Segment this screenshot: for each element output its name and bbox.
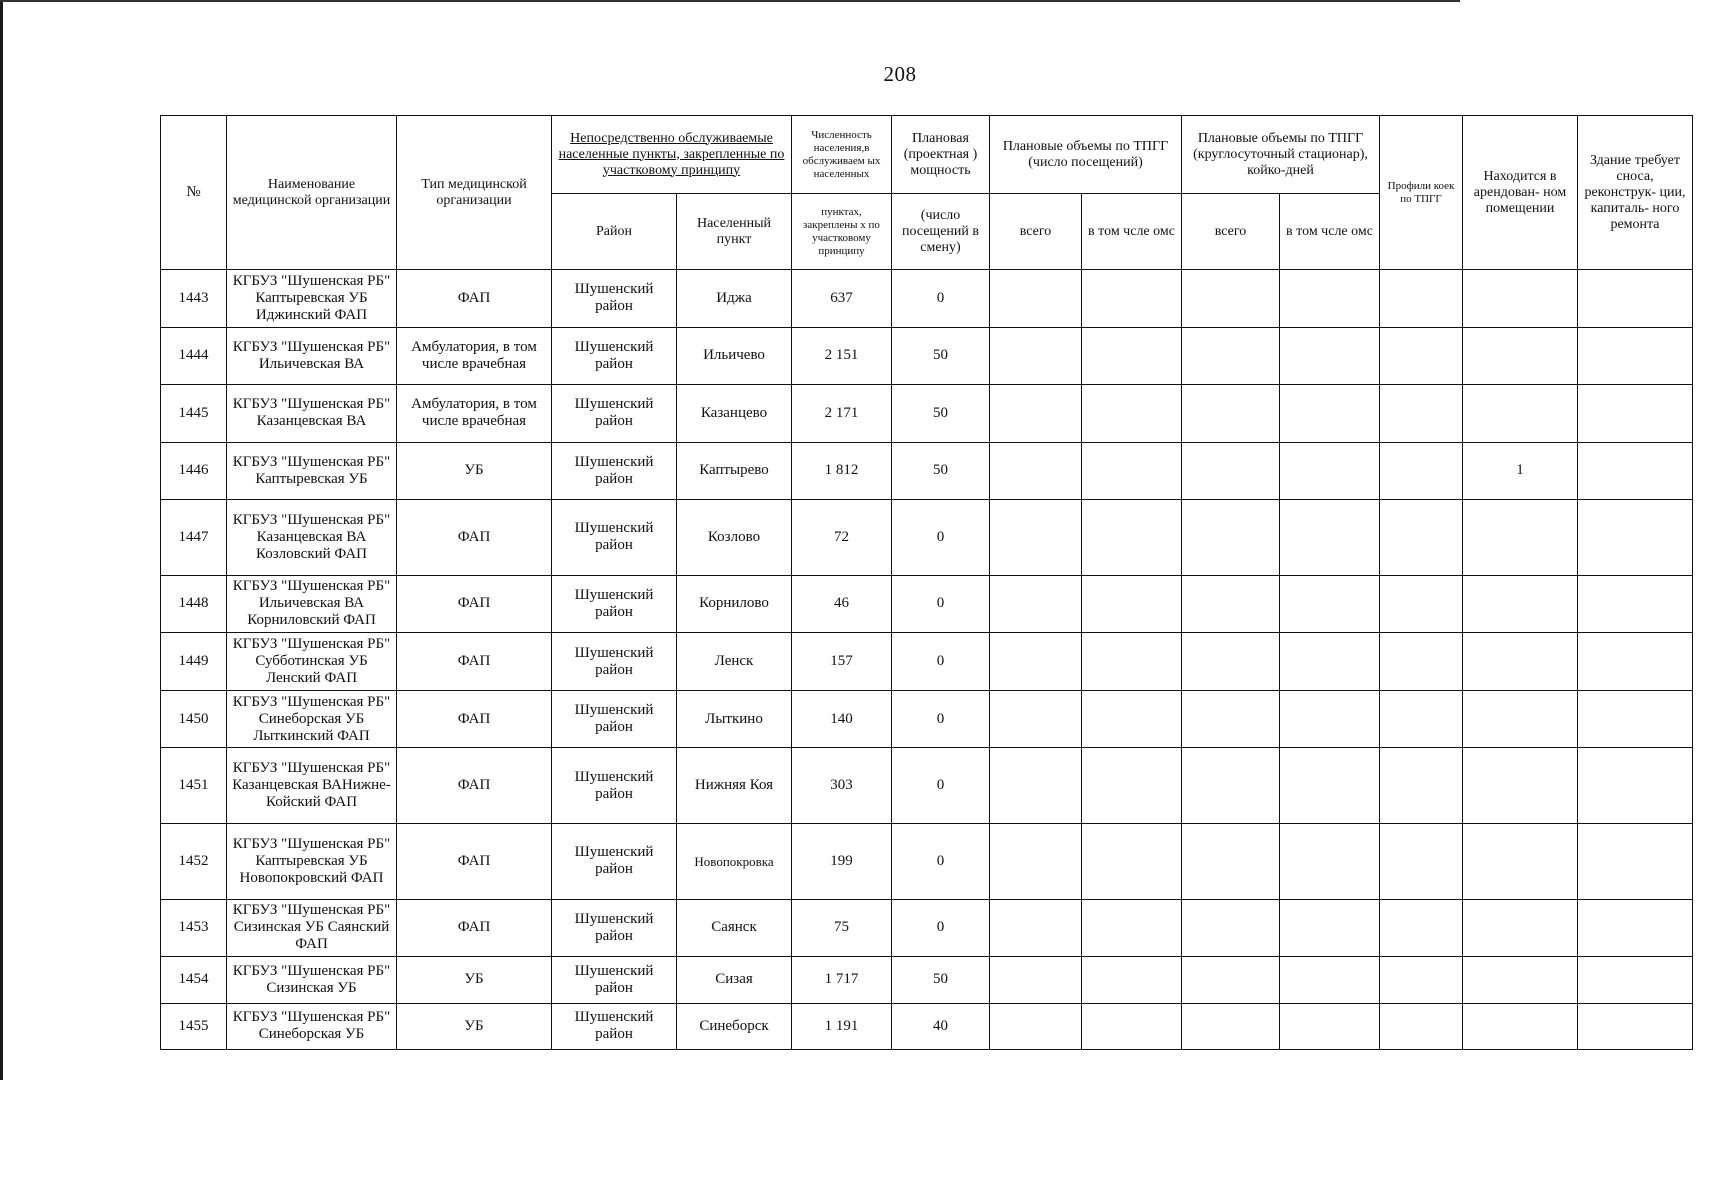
- cell-rented: [1463, 500, 1578, 576]
- cell-visits-oms: [1082, 633, 1182, 691]
- cell-visits-total: [990, 899, 1082, 957]
- cell-district: Шушенский район: [552, 633, 677, 691]
- cell-population: 1 191: [792, 1003, 892, 1049]
- cell-org-type: УБ: [397, 442, 552, 500]
- table-row: [161, 748, 1693, 824]
- cell-visits-total: [990, 748, 1082, 824]
- cell-visits-oms: [1082, 270, 1182, 328]
- cell-capacity: 0: [892, 633, 990, 691]
- cell-org-name: КГБУЗ "Шушенская РБ" Казанцевская ВА Козловский ФАП: [227, 500, 397, 576]
- cell-capacity: 50: [892, 442, 990, 500]
- cell-demolition: [1578, 500, 1693, 576]
- cell-district: Шушенский район: [552, 575, 677, 633]
- cell-capacity: 0: [892, 690, 990, 748]
- cell-rented: [1463, 823, 1578, 899]
- cell-visits-total: [990, 327, 1082, 385]
- cell-rented: [1463, 748, 1578, 824]
- cell-settlement: Казанцево: [677, 385, 792, 443]
- cell-inpatient-oms: [1280, 1003, 1380, 1049]
- cell-org-name: КГБУЗ "Шушенская РБ" Субботинская УБ Ленский ФАП: [227, 633, 397, 691]
- table-row: [161, 270, 1693, 328]
- cell-org-type: ФАП: [397, 270, 552, 328]
- cell-capacity: 50: [892, 957, 990, 1003]
- header-district: Район: [552, 194, 677, 270]
- header-population-b: пунктах, закреплены х по участковому принципу: [792, 194, 892, 270]
- cell-bed-profiles: [1380, 385, 1463, 443]
- cell-district: Шушенский район: [552, 690, 677, 748]
- cell-inpatient-oms: [1280, 957, 1380, 1003]
- header-settlement: Населенный пункт: [677, 194, 792, 270]
- cell-population: 1 717: [792, 957, 892, 1003]
- cell-org-name: КГБУЗ "Шушенская РБ" Каптыревская УБ Иджинский ФАП: [227, 270, 397, 328]
- cell-population: 72: [792, 500, 892, 576]
- cell-settlement: Иджа: [677, 270, 792, 328]
- cell-settlement: Сизая: [677, 957, 792, 1003]
- cell-capacity: 0: [892, 575, 990, 633]
- cell-num: 1450: [161, 690, 227, 748]
- header-visits: Плановые объемы по ТПГГ (число посещений): [990, 116, 1182, 194]
- cell-district: Шушенский район: [552, 385, 677, 443]
- cell-visits-oms: [1082, 385, 1182, 443]
- cell-org-name: КГБУЗ "Шушенская РБ" Сизинская УБ Саянский ФАП: [227, 899, 397, 957]
- cell-num: 1453: [161, 899, 227, 957]
- cell-demolition: [1578, 899, 1693, 957]
- table-row: [161, 823, 1693, 899]
- cell-visits-oms: [1082, 957, 1182, 1003]
- cell-visits-oms: [1082, 748, 1182, 824]
- cell-inpatient-total: [1182, 385, 1280, 443]
- cell-bed-profiles: [1380, 633, 1463, 691]
- cell-demolition: [1578, 1003, 1693, 1049]
- cell-visits-total: [990, 690, 1082, 748]
- cell-settlement: Ильичево: [677, 327, 792, 385]
- cell-inpatient-total: [1182, 957, 1280, 1003]
- cell-inpatient-oms: [1280, 385, 1380, 443]
- table-row: [161, 385, 1693, 443]
- cell-visits-oms: [1082, 690, 1182, 748]
- cell-district: Шушенский район: [552, 270, 677, 328]
- cell-inpatient-total: [1182, 823, 1280, 899]
- cell-inpatient-total: [1182, 690, 1280, 748]
- cell-inpatient-oms: [1280, 500, 1380, 576]
- cell-visits-oms: [1082, 575, 1182, 633]
- cell-bed-profiles: [1380, 957, 1463, 1003]
- header-visits-total: всего: [990, 194, 1082, 270]
- cell-visits-total: [990, 823, 1082, 899]
- cell-rented: 1: [1463, 442, 1578, 500]
- cell-population: 75: [792, 899, 892, 957]
- cell-population: 2 151: [792, 327, 892, 385]
- cell-visits-total: [990, 633, 1082, 691]
- cell-visits-total: [990, 1003, 1082, 1049]
- cell-org-name: КГБУЗ "Шушенская РБ" Ильичевская ВА Корниловский ФАП: [227, 575, 397, 633]
- cell-bed-profiles: [1380, 442, 1463, 500]
- cell-settlement: Саянск: [677, 899, 792, 957]
- table-row: [161, 1003, 1693, 1049]
- scan-edge-top: [0, 0, 1460, 2]
- cell-inpatient-oms: [1280, 823, 1380, 899]
- cell-bed-profiles: [1380, 327, 1463, 385]
- cell-settlement: Синеборск: [677, 1003, 792, 1049]
- cell-demolition: [1578, 957, 1693, 1003]
- cell-inpatient-total: [1182, 442, 1280, 500]
- cell-num: 1445: [161, 385, 227, 443]
- cell-rented: [1463, 690, 1578, 748]
- cell-district: Шушенский район: [552, 823, 677, 899]
- cell-inpatient-total: [1182, 327, 1280, 385]
- header-population-a: Численность населения,в обслуживаем ых населенных: [792, 116, 892, 194]
- cell-population: 637: [792, 270, 892, 328]
- cell-settlement: Ленск: [677, 633, 792, 691]
- cell-settlement: Корнилово: [677, 575, 792, 633]
- cell-settlement: Нижняя Коя: [677, 748, 792, 824]
- cell-demolition: [1578, 823, 1693, 899]
- cell-inpatient-total: [1182, 899, 1280, 957]
- cell-demolition: [1578, 385, 1693, 443]
- cell-num: 1443: [161, 270, 227, 328]
- cell-capacity: 0: [892, 899, 990, 957]
- cell-org-name: КГБУЗ "Шушенская РБ" Каптыревская УБ: [227, 442, 397, 500]
- cell-capacity: 0: [892, 748, 990, 824]
- cell-org-type: УБ: [397, 1003, 552, 1049]
- cell-bed-profiles: [1380, 823, 1463, 899]
- cell-district: Шушенский район: [552, 442, 677, 500]
- cell-inpatient-total: [1182, 575, 1280, 633]
- cell-org-type: ФАП: [397, 899, 552, 957]
- cell-org-type: ФАП: [397, 500, 552, 576]
- cell-inpatient-total: [1182, 270, 1280, 328]
- cell-bed-profiles: [1380, 500, 1463, 576]
- cell-rented: [1463, 385, 1578, 443]
- cell-num: 1455: [161, 1003, 227, 1049]
- cell-visits-oms: [1082, 823, 1182, 899]
- table-row: [161, 690, 1693, 748]
- cell-capacity: 50: [892, 385, 990, 443]
- cell-settlement: Каптырево: [677, 442, 792, 500]
- cell-bed-profiles: [1380, 270, 1463, 328]
- cell-inpatient-oms: [1280, 442, 1380, 500]
- table-row: [161, 899, 1693, 957]
- cell-rented: [1463, 270, 1578, 328]
- header-capacity-a: Плановая (проектная ) мощность: [892, 116, 990, 194]
- header-org-name: Наименование медицинской организации: [227, 116, 397, 270]
- cell-rented: [1463, 1003, 1578, 1049]
- header-inpatient-oms: в том чсле омс: [1280, 194, 1380, 270]
- cell-capacity: 40: [892, 1003, 990, 1049]
- page-number: 208: [883, 62, 917, 86]
- cell-num: 1446: [161, 442, 227, 500]
- medical-organizations-table: [160, 115, 1693, 1050]
- cell-org-type: Амбулатория, в том числе врачебная: [397, 327, 552, 385]
- cell-capacity: 0: [892, 823, 990, 899]
- cell-inpatient-oms: [1280, 575, 1380, 633]
- header-bed-profiles: Профили коек по ТПГГ: [1380, 116, 1463, 270]
- cell-capacity: 0: [892, 270, 990, 328]
- cell-rented: [1463, 957, 1578, 1003]
- cell-num: 1449: [161, 633, 227, 691]
- cell-org-name: КГБУЗ "Шушенская РБ" Сизинская УБ: [227, 957, 397, 1003]
- cell-population: 1 812: [792, 442, 892, 500]
- cell-org-type: ФАП: [397, 633, 552, 691]
- cell-inpatient-total: [1182, 500, 1280, 576]
- cell-bed-profiles: [1380, 690, 1463, 748]
- cell-rented: [1463, 575, 1578, 633]
- header-org-type: Тип медицинской организации: [397, 116, 552, 270]
- cell-org-name: КГБУЗ "Шушенская РБ" Синеборская УБ Лыткинский ФАП: [227, 690, 397, 748]
- cell-num: 1454: [161, 957, 227, 1003]
- cell-org-type: ФАП: [397, 748, 552, 824]
- cell-capacity: 0: [892, 500, 990, 576]
- cell-inpatient-oms: [1280, 899, 1380, 957]
- cell-population: 2 171: [792, 385, 892, 443]
- cell-rented: [1463, 899, 1578, 957]
- header-inpatient: Плановые объемы по ТПГГ (круглосуточный стационар), койко-дней: [1182, 116, 1380, 194]
- table-row: [161, 575, 1693, 633]
- cell-num: 1452: [161, 823, 227, 899]
- cell-visits-total: [990, 385, 1082, 443]
- header-rented: Находится в арендован- ном помещении: [1463, 116, 1578, 270]
- header-capacity-b: (число посещений в смену): [892, 194, 990, 270]
- cell-org-type: УБ: [397, 957, 552, 1003]
- cell-visits-oms: [1082, 327, 1182, 385]
- cell-settlement: Козлово: [677, 500, 792, 576]
- cell-settlement: Новопокровка: [677, 823, 792, 899]
- header-num: №: [161, 116, 227, 270]
- cell-org-type: Амбулатория, в том числе врачебная: [397, 385, 552, 443]
- cell-inpatient-total: [1182, 748, 1280, 824]
- cell-visits-total: [990, 270, 1082, 328]
- table-row: [161, 957, 1693, 1003]
- cell-demolition: [1578, 575, 1693, 633]
- cell-bed-profiles: [1380, 1003, 1463, 1049]
- cell-visits-oms: [1082, 442, 1182, 500]
- cell-num: 1448: [161, 575, 227, 633]
- table-row: [161, 500, 1693, 576]
- cell-inpatient-oms: [1280, 690, 1380, 748]
- cell-population: 46: [792, 575, 892, 633]
- cell-org-type: ФАП: [397, 823, 552, 899]
- cell-demolition: [1578, 270, 1693, 328]
- header-served-points: [552, 116, 792, 194]
- cell-visits-total: [990, 957, 1082, 1003]
- cell-demolition: [1578, 748, 1693, 824]
- cell-capacity: 50: [892, 327, 990, 385]
- header-demolition: Здание требует сноса, реконструк- ции, капиталь- ного ремонта: [1578, 116, 1693, 270]
- cell-district: Шушенский район: [552, 899, 677, 957]
- cell-inpatient-oms: [1280, 270, 1380, 328]
- cell-demolition: [1578, 633, 1693, 691]
- header-visits-oms: в том чсле омс: [1082, 194, 1182, 270]
- cell-org-name: КГБУЗ "Шушенская РБ" Каптыревская УБ Новопокровский ФАП: [227, 823, 397, 899]
- cell-inpatient-total: [1182, 1003, 1280, 1049]
- cell-visits-oms: [1082, 500, 1182, 576]
- table-row: [161, 442, 1693, 500]
- scan-edge-left: [0, 0, 3, 1080]
- cell-org-name: КГБУЗ "Шушенская РБ" Казанцевская ВАНижне-Койский ФАП: [227, 748, 397, 824]
- cell-bed-profiles: [1380, 748, 1463, 824]
- cell-district: Шушенский район: [552, 957, 677, 1003]
- cell-inpatient-oms: [1280, 327, 1380, 385]
- cell-district: Шушенский район: [552, 327, 677, 385]
- header-served-points-text: Непосредственно обслуживаемые населенные пункты, закрепленные по участковому принципу: [558, 130, 785, 178]
- cell-visits-total: [990, 500, 1082, 576]
- table-row: [161, 633, 1693, 691]
- cell-visits-total: [990, 575, 1082, 633]
- cell-demolition: [1578, 327, 1693, 385]
- cell-bed-profiles: [1380, 899, 1463, 957]
- cell-inpatient-oms: [1280, 748, 1380, 824]
- cell-org-name: КГБУЗ "Шушенская РБ" Синеборская УБ: [227, 1003, 397, 1049]
- cell-org-type: ФАП: [397, 575, 552, 633]
- cell-org-type: ФАП: [397, 690, 552, 748]
- cell-settlement: Лыткино: [677, 690, 792, 748]
- cell-population: 199: [792, 823, 892, 899]
- header-inpatient-total: всего: [1182, 194, 1280, 270]
- cell-visits-oms: [1082, 899, 1182, 957]
- cell-num: 1451: [161, 748, 227, 824]
- table-row: [161, 327, 1693, 385]
- cell-demolition: [1578, 690, 1693, 748]
- cell-org-name: КГБУЗ "Шушенская РБ" Ильичевская ВА: [227, 327, 397, 385]
- cell-rented: [1463, 327, 1578, 385]
- cell-num: 1447: [161, 500, 227, 576]
- cell-population: 140: [792, 690, 892, 748]
- cell-num: 1444: [161, 327, 227, 385]
- cell-inpatient-oms: [1280, 633, 1380, 691]
- cell-rented: [1463, 633, 1578, 691]
- cell-bed-profiles: [1380, 575, 1463, 633]
- cell-district: Шушенский район: [552, 500, 677, 576]
- cell-district: Шушенский район: [552, 1003, 677, 1049]
- cell-population: 157: [792, 633, 892, 691]
- cell-demolition: [1578, 442, 1693, 500]
- cell-visits-oms: [1082, 1003, 1182, 1049]
- cell-org-name: КГБУЗ "Шушенская РБ" Казанцевская ВА: [227, 385, 397, 443]
- cell-visits-total: [990, 442, 1082, 500]
- cell-inpatient-total: [1182, 633, 1280, 691]
- cell-district: Шушенский район: [552, 748, 677, 824]
- cell-population: 303: [792, 748, 892, 824]
